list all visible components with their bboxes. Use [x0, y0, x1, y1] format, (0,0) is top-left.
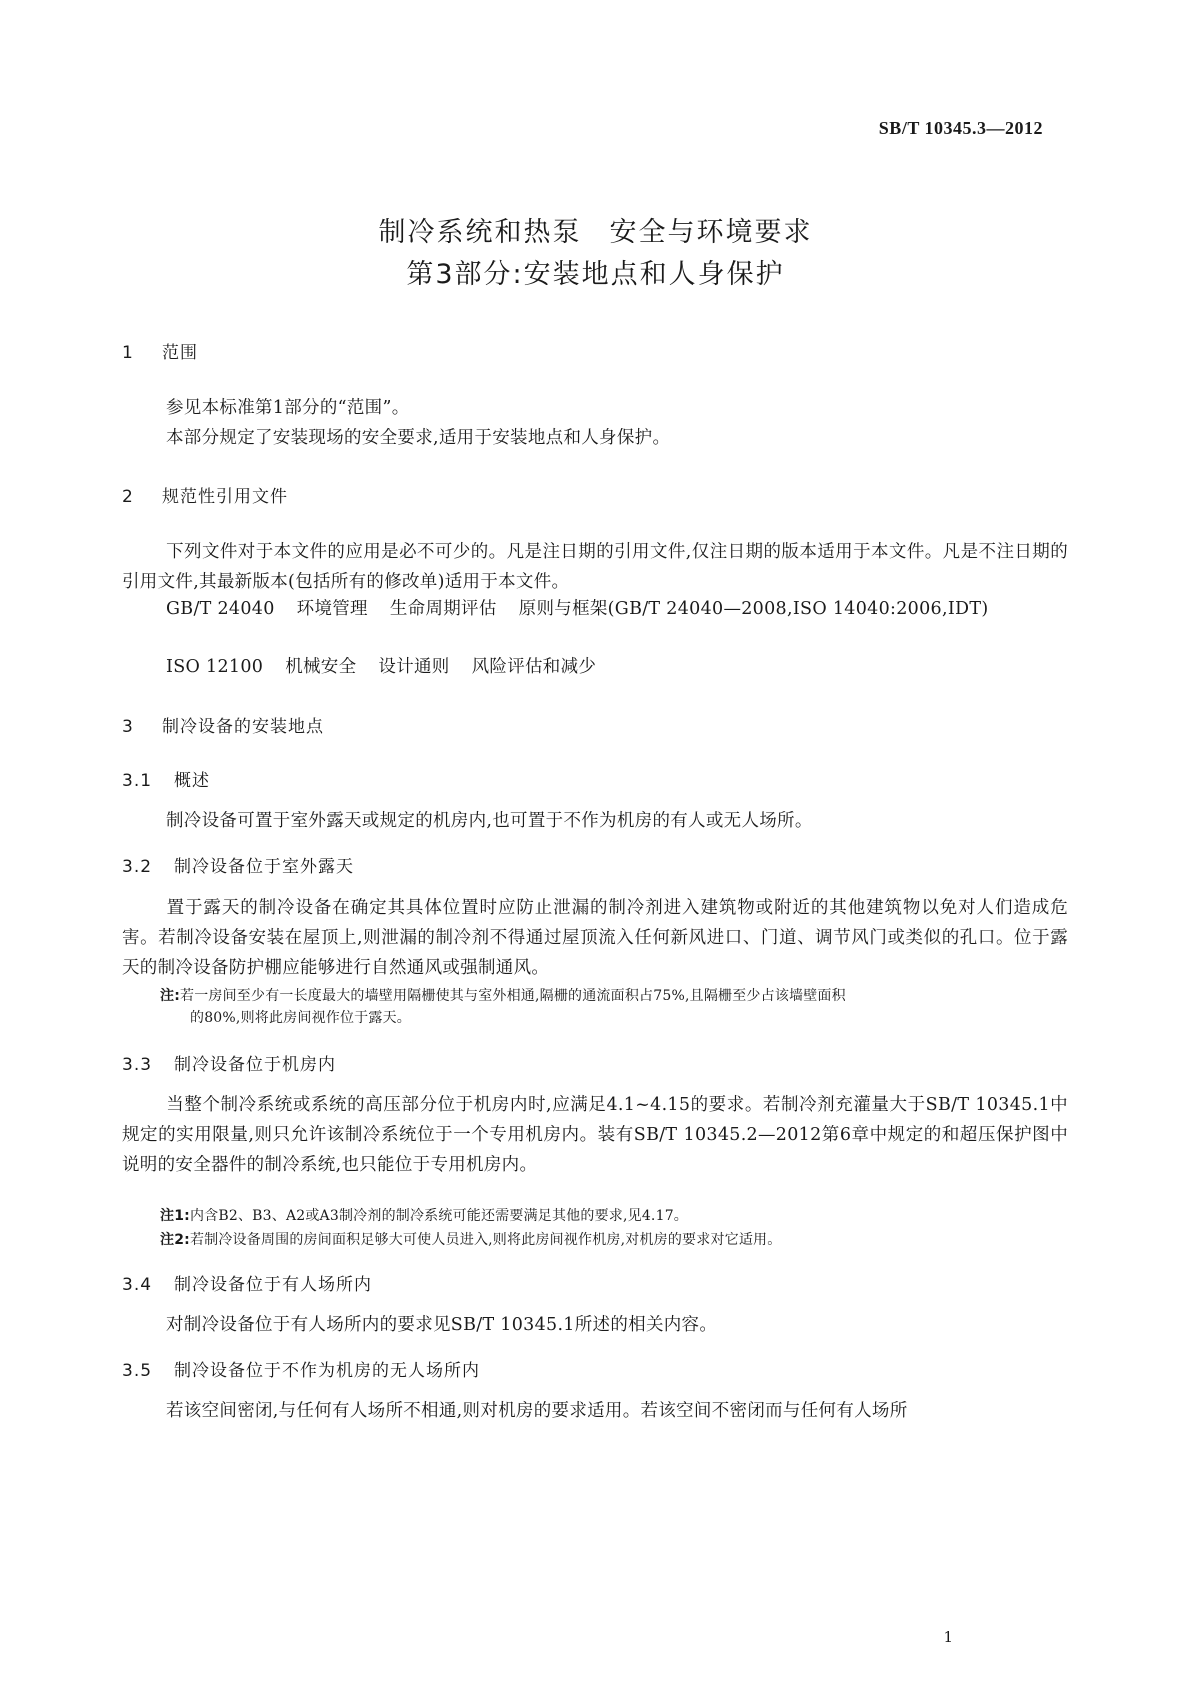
section-number: 3.1	[122, 771, 153, 791]
section-3-2-heading	[122, 852, 354, 877]
section-1-paragraph-1	[122, 393, 1068, 423]
section-title: 制冷设备位于室外露天	[174, 857, 354, 877]
note-label: 注:	[160, 988, 180, 1004]
note-text-continued: 的80%,则将此房间视作位于露天。	[190, 1010, 411, 1026]
document-title-line1	[0, 210, 1191, 249]
section-2-heading	[122, 482, 288, 507]
paragraph-text: 置于露天的制冷设备在确定其具体位置时应防止泄漏的制冷剂进入建筑物或附近的其他建筑物以免对人们造成危害。若制冷设备安装在屋顶上,则泄漏的制冷剂不得通过屋顶流入任何新风进口、门道、调节风门或类似的孔口。位于露天的制冷设备防护棚应能够进行自然通风或强制通风。	[122, 898, 1068, 978]
standard-code: SB/T 10345.3—2012	[878, 118, 1043, 138]
reference-title-part: 风险评估和减少	[471, 657, 597, 677]
note-text: 若一房间至少有一长度最大的墙壁用隔栅使其与室外相通,隔栅的通流面积占75%,且隔栅至少占该墙壁面积	[180, 988, 846, 1004]
section-3-3-note-1	[160, 1205, 1070, 1227]
section-3-1-heading	[122, 766, 210, 791]
section-3-4-paragraph	[122, 1310, 1068, 1340]
section-3-5-heading	[122, 1356, 480, 1381]
section-3-2-paragraph	[122, 893, 1068, 983]
section-number: 1	[122, 343, 134, 363]
section-number: 3.5	[122, 1361, 153, 1381]
reference-title-part: 机械安全	[285, 657, 357, 677]
section-3-3-heading	[122, 1050, 336, 1075]
section-2-paragraph-1	[122, 537, 1068, 597]
reference-title-part: 环境管理	[296, 599, 368, 619]
paragraph-text: 制冷设备可置于室外露天或规定的机房内,也可置于不作为机房的有人或无人场所。	[166, 811, 813, 831]
note-label: 注2:	[160, 1232, 190, 1248]
title-part-b: 安全与环境要求	[609, 217, 813, 248]
paragraph-text: 本部分规定了安装现场的安全要求,适用于安装地点和人身保护。	[166, 428, 671, 448]
normative-reference-2	[122, 652, 1068, 682]
section-3-1-paragraph	[122, 806, 1068, 836]
section-number: 3.4	[122, 1275, 153, 1295]
section-3-3-paragraph	[122, 1090, 1068, 1180]
section-number: 3.3	[122, 1055, 153, 1075]
title-part-a: 制冷系统和热泵	[378, 217, 582, 248]
document-title-line2: 第3部分:安装地点和人身保护	[406, 259, 785, 290]
paragraph-text: 参见本标准第1部分的“范围”。	[166, 398, 410, 418]
reference-code: GB/T 24040	[166, 599, 275, 619]
section-title: 范围	[162, 343, 198, 363]
section-title: 制冷设备位于机房内	[174, 1055, 336, 1075]
paragraph-text: 当整个制冷系统或系统的高压部分位于机房内时,应满足4.1~4.15的要求。若制冷剂充灌量大于SB/T 10345.1中规定的实用限量,则只允许该制冷系统位于一个专用机房内。装有SB/T 10345.2—2012第6章中规定的和超压保护图中说明的安全器件的制冷系统,也只能位于专用机房内。	[122, 1095, 1068, 1175]
normative-reference-1	[122, 594, 1068, 624]
section-3-5-paragraph	[122, 1396, 1068, 1426]
section-3-2-note	[160, 985, 1070, 1029]
note-text: 若制冷设备周围的房间面积足够大可使人员进入,则将此房间视作机房,对机房的要求对它适用。	[189, 1232, 782, 1248]
section-title: 制冷设备的安装地点	[162, 717, 324, 737]
section-3-heading	[122, 712, 324, 737]
section-title: 概述	[174, 771, 210, 791]
note-text: 内含B2、B3、A2或A3制冷剂的制冷系统可能还需要满足其他的要求,见4.17。	[189, 1208, 688, 1224]
section-number: 2	[122, 487, 134, 507]
reference-title-part: 原则与框架(GB/T 24040—2008,ISO 14040:2006,IDT)	[518, 599, 989, 619]
paragraph-text: 对制冷设备位于有人场所内的要求见SB/T 10345.1所述的相关内容。	[166, 1315, 718, 1335]
section-title: 制冷设备位于不作为机房的无人场所内	[174, 1361, 480, 1381]
section-number: 3	[122, 717, 134, 737]
section-3-3-note-2	[160, 1229, 1070, 1251]
paragraph-text: 若该空间密闭,与任何有人场所不相通,则对机房的要求适用。若该空间不密闭而与任何有人场所	[166, 1401, 908, 1421]
section-title: 制冷设备位于有人场所内	[174, 1275, 372, 1295]
reference-title-part: 生命周期评估	[389, 599, 497, 619]
note-label: 注1:	[160, 1208, 190, 1224]
reference-title-part: 设计通则	[378, 657, 450, 677]
section-number: 3.2	[122, 857, 153, 877]
section-3-4-heading	[122, 1270, 372, 1295]
page-number: 1	[943, 1628, 953, 1646]
paragraph-text: 下列文件对于本文件的应用是必不可少的。凡是注日期的引用文件,仅注日期的版本适用于本文件。凡是不注日期的引用文件,其最新版本(包括所有的修改单)适用于本文件。	[122, 542, 1068, 592]
section-1-paragraph-2	[122, 423, 1068, 453]
section-1-heading	[122, 338, 198, 363]
section-title: 规范性引用文件	[162, 487, 288, 507]
reference-code: ISO 12100	[166, 657, 264, 677]
